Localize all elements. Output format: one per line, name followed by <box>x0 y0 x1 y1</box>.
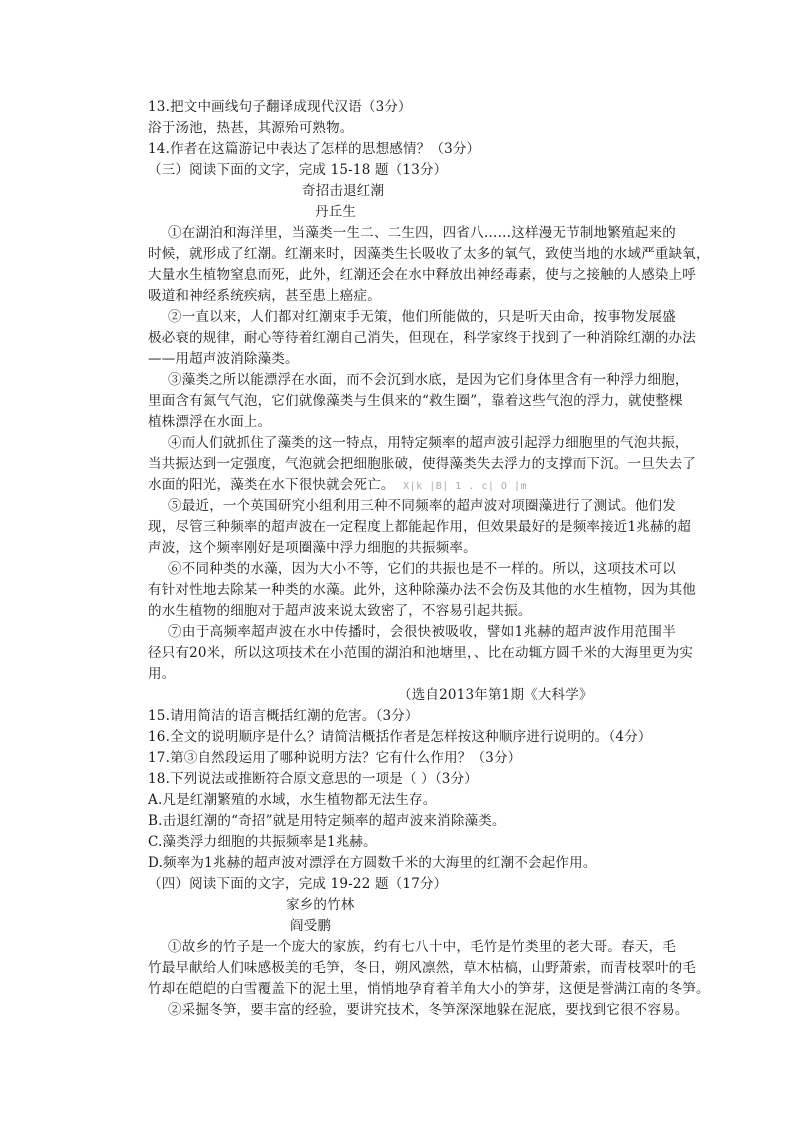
question-18-option-d: D.频率为1兆赫的超声波对漂浮在方圆数千米的大海里的红潮不会起作用。 <box>148 855 597 871</box>
para-4-line-2: 当共振达到一定强度，气泡就会把细胞胀破，使得藻类失去浮力的支撑而下沉。一旦失去了 <box>148 456 696 472</box>
question-18-option-b: B.击退红潮的“奇招”就是用特定频率的超声波来消除藻类。 <box>148 813 506 829</box>
para-1-line-1: ①在湖泊和海洋里，当藻类一生二、二生四，四省八……这样漫无节制地繁殖起来的 <box>168 225 676 241</box>
question-16: 16.全文的说明顺序是什么？请简洁概括作者是怎样按这种顺序进行说明的。（4分） <box>148 729 652 745</box>
para-2-line-2: 极必衰的规律，耐心等待着红潮自己消失，但现在，科学家终于找到了一种消除红潮的办法 <box>148 330 696 346</box>
question-15: 15.请用简洁的语言概括红潮的危害。（3分） <box>148 708 419 724</box>
article-1-title: 奇招击退红潮 <box>302 183 385 199</box>
para-7-line-3: 用。 <box>148 666 176 682</box>
watermark-text: X|k |B| 1 . c| O |m <box>403 481 527 492</box>
question-13: 13.把文中画线句子翻译成现代汉语（3分） <box>148 99 412 115</box>
para-7-line-2: 径只有20米，所以这项技术在小范围的湖泊和池塘里，、比在动辄方圆千米的大海里更为实 <box>148 645 694 661</box>
para-3-line-2: 里面含有氮气气泡，它们就像藻类与生俱来的“救生圈”，靠着这些气泡的浮力，就使整棵 <box>148 393 683 409</box>
para-5-line-2: 现，尽管三种频率的超声波在一定程度上都能起作用，但效果最好的是频率接近1兆赫的超 <box>148 519 692 535</box>
article-2-para-1-line-3: 竹却在皑皑的白雪覆盖下的泥土里，悄悄地孕育着羊角大小的笋芽，这便是誉满江南的冬笋。 <box>148 981 710 997</box>
question-14: 14.作者在这篇游记中表达了怎样的思想感情？（3分） <box>148 141 481 157</box>
para-2-line-3: ——用超声波消除藻类。 <box>148 351 299 367</box>
question-17: 17.第③自然段运用了哪种说明方法？它有什么作用？（3分） <box>148 750 522 766</box>
section-4-heading: （四）阅读下面的文字，完成 19-22 题（17分） <box>148 876 448 892</box>
question-18-option-c: C.藻类浮力细胞的共振频率是1兆赫。 <box>148 834 377 850</box>
section-3-heading: （三）阅读下面的文字，完成 15-18 题（13分） <box>148 162 448 178</box>
article-2-author: 阎受鹏 <box>290 918 332 934</box>
article-2-para-2-line-1: ②采掘冬笋，要丰富的经验，要讲究技术，冬笋深深地躲在泥底，要找到它很不容易。 <box>168 1002 689 1018</box>
article-2-title: 家乡的竹林 <box>286 897 355 913</box>
question-18: 18.下列说法或推断符合原文意思的一项是（ ）（3分） <box>148 771 478 787</box>
article-2-para-1-line-1: ①故乡的竹子是一个庞大的家族，约有七八十中，毛竹是竹类里的老大哥。春天，毛 <box>168 939 676 955</box>
para-5-line-1: ⑤最近，一个英国研究小组利用三种不同频率的超声波对项圈藻进行了测试。他们发 <box>168 498 676 514</box>
para-6-line-2: 有针对性地去除某一种类的水藻。此外，这种除藻办法不会伤及其他的水生植物，因为其他 <box>148 582 696 598</box>
question-18-option-a: A.凡是红潮繁殖的水域，水生植物都无法生存。 <box>148 792 437 808</box>
article-1-source: （选自2013年第1期《大科学》 <box>398 687 593 703</box>
para-5-line-3: 声波，这个频率刚好是项圈藻中浮力细胞的共振频率。 <box>148 540 477 556</box>
para-6-line-1: ⑥不同种类的水藻，因为大小不等，它们的共振也是不一样的。所以，这项技术可以 <box>168 561 676 577</box>
para-1-line-3: 大量水生植物窒息而死，此外，红潮还会在水中释放出神经毒素，使与之接触的人感染上呼 <box>148 267 696 283</box>
article-2-para-1-line-2: 竹最早献给人们味感极美的毛笋，冬日，朔风凛然，草木枯槁，山野萧索，而青枝翠叶的毛 <box>148 960 696 976</box>
para-2-line-1: ②一直以来，人们都对红潮束手无策，他们所能做的，只是听天由命，按事物发展盛 <box>168 309 676 325</box>
para-4-line-3 <box>148 475 527 497</box>
para-4-line-3-text: 水面的阳光，藻类在水下很快就会死亡。 <box>148 477 395 493</box>
para-3-line-3: 植株漂浮在水面上。 <box>148 414 272 430</box>
para-3-line-1: ③藻类之所以能漂浮在水面，而不会沉到水底，是因为它们身体里含有一种浮力细胞， <box>168 372 689 388</box>
para-1-line-2: 时候，就形成了红潮。红潮来时，因藻类生长吸收了太多的氧气，致使当地的水域严重缺氧， <box>148 246 710 262</box>
para-4-line-1: ④而人们就抓住了藻类的这一特点，用特定频率的超声波引起浮力细胞里的气泡共振， <box>168 435 689 451</box>
para-1-line-4: 吸道和神经系统疾病，甚至患上癌症。 <box>148 288 381 304</box>
article-1-author: 丹丘生 <box>315 204 357 220</box>
question-13-sentence: 浴于汤池，热甚，其源殆可熟物。 <box>148 120 354 136</box>
para-6-line-3: 的水生植物的细胞对于超声波来说太致密了，不容易引起共振。 <box>148 603 532 619</box>
para-7-line-1: ⑦由于高频率超声波在水中传播时，会很快被吸收，譬如1兆赫的超声波作用范围半 <box>168 624 676 640</box>
